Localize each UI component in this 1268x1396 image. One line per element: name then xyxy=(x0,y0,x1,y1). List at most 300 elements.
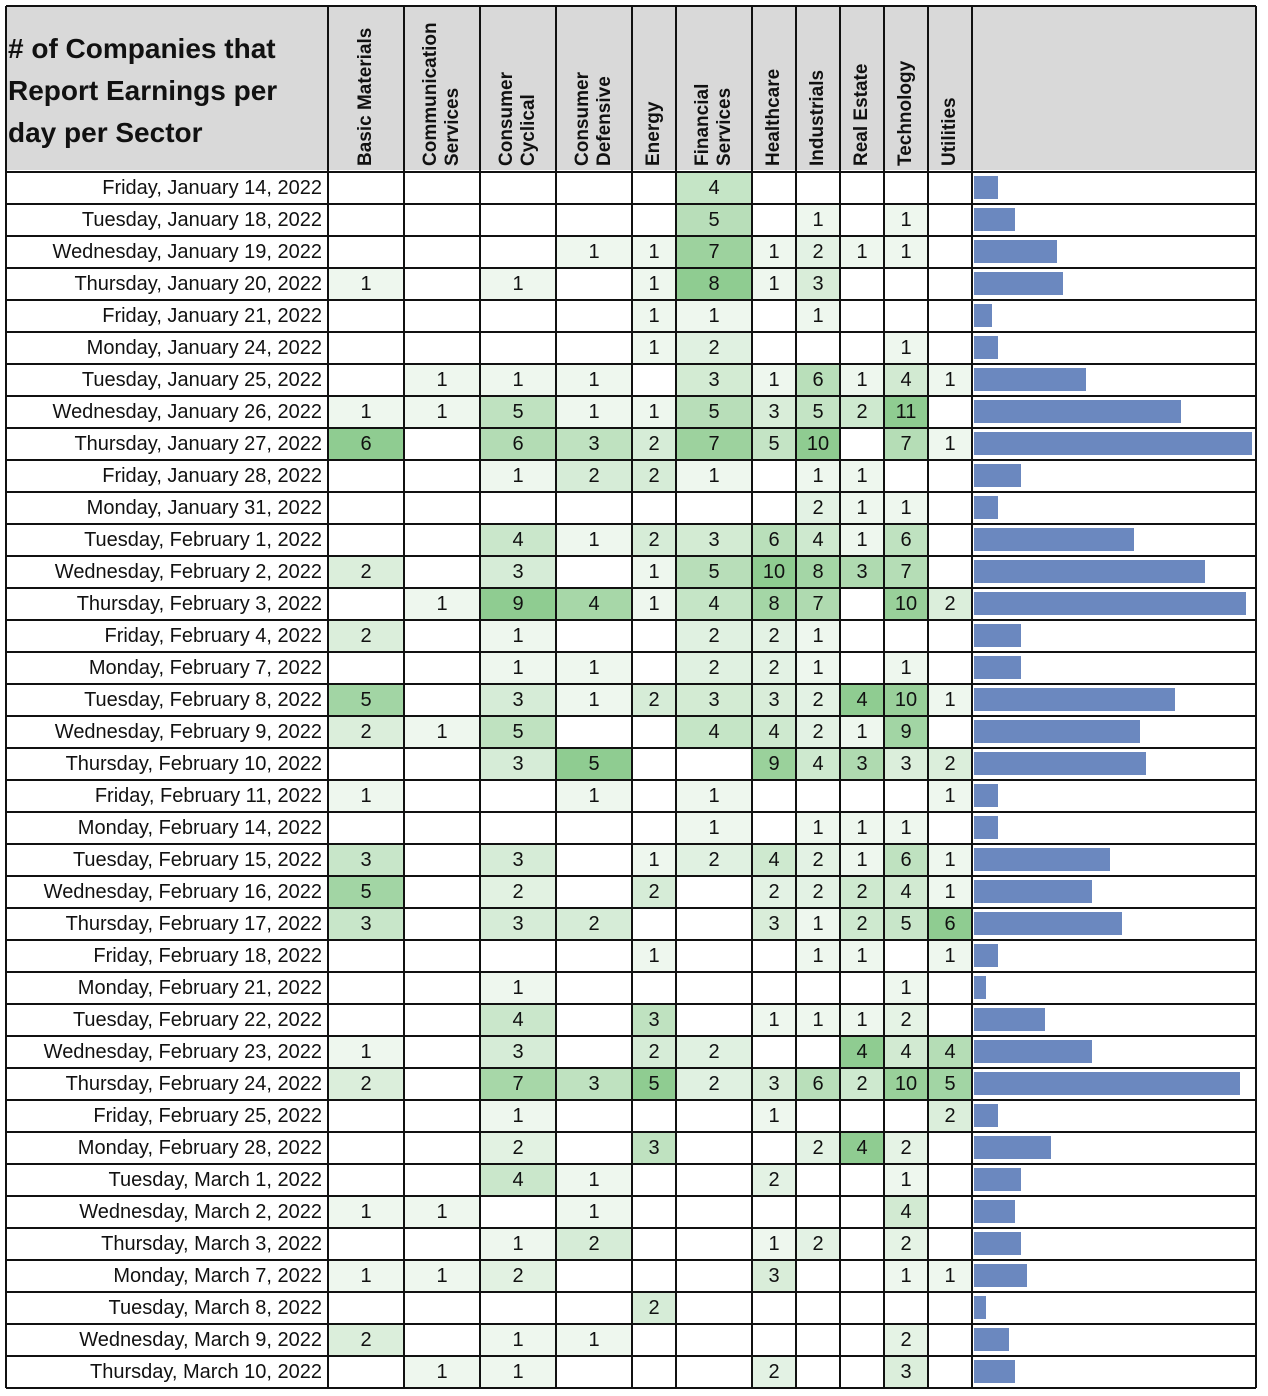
heat-cell: 3 xyxy=(677,685,751,715)
heat-cell xyxy=(797,1101,839,1131)
heat-cell xyxy=(405,749,479,779)
heat-cell xyxy=(677,1101,751,1131)
heat-cell xyxy=(929,333,971,363)
heat-cell xyxy=(753,1293,795,1323)
heat-cell: 3 xyxy=(885,1357,927,1387)
row-date: Monday, January 24, 2022 xyxy=(86,336,322,359)
heat-cell xyxy=(633,1165,675,1195)
grid-hline xyxy=(6,331,1256,333)
heat-cell: 1 xyxy=(841,717,883,747)
heat-cell: 4 xyxy=(841,685,883,715)
heat-cell: 1 xyxy=(753,1229,795,1259)
heat-cell: 7 xyxy=(885,557,927,587)
sector-header-line: Basic Materials xyxy=(355,27,376,166)
heat-cell xyxy=(841,653,883,683)
total-databar xyxy=(974,1168,1021,1191)
grid-hline xyxy=(6,5,1256,7)
heat-cell: 1 xyxy=(885,333,927,363)
heat-cell xyxy=(405,557,479,587)
grid-hline xyxy=(6,1195,1256,1197)
heat-cell: 4 xyxy=(885,1037,927,1067)
row-date: Wednesday, February 16, 2022 xyxy=(43,880,322,903)
heat-cell: 1 xyxy=(329,1197,403,1227)
heat-cell xyxy=(929,1293,971,1323)
heat-cell xyxy=(405,685,479,715)
heat-cell: 1 xyxy=(797,941,839,971)
heat-cell xyxy=(677,1325,751,1355)
heat-cell xyxy=(329,1229,403,1259)
heat-cell: 1 xyxy=(557,1325,631,1355)
total-databar xyxy=(974,432,1252,455)
heat-cell: 1 xyxy=(841,493,883,523)
total-databar xyxy=(974,1264,1027,1287)
heat-cell xyxy=(329,333,403,363)
grid-vline xyxy=(479,6,481,1388)
heat-cell: 9 xyxy=(481,589,555,619)
heat-cell xyxy=(405,429,479,459)
heat-cell: 1 xyxy=(481,621,555,651)
row-date: Friday, February 25, 2022 xyxy=(93,1104,322,1127)
heat-cell: 10 xyxy=(753,557,795,587)
heat-cell xyxy=(677,973,751,1003)
total-databar xyxy=(974,1296,986,1319)
total-databar xyxy=(974,1104,998,1127)
heat-cell: 1 xyxy=(633,301,675,331)
heat-cell: 2 xyxy=(633,1293,675,1323)
heat-cell xyxy=(929,717,971,747)
heat-cell: 8 xyxy=(797,557,839,587)
total-databar xyxy=(974,880,1092,903)
heat-cell xyxy=(753,781,795,811)
heat-cell xyxy=(929,973,971,1003)
heat-cell: 2 xyxy=(633,461,675,491)
row-date: Thursday, March 10, 2022 xyxy=(90,1360,322,1383)
heat-cell xyxy=(929,1325,971,1355)
total-databar xyxy=(974,1136,1051,1159)
heat-cell: 3 xyxy=(797,269,839,299)
heat-cell xyxy=(557,813,631,843)
heat-cell xyxy=(481,205,555,235)
heat-cell xyxy=(557,973,631,1003)
heat-cell xyxy=(329,653,403,683)
heat-cell: 2 xyxy=(885,1229,927,1259)
heat-cell xyxy=(633,1197,675,1227)
heat-cell xyxy=(885,781,927,811)
grid-hline xyxy=(6,171,1256,173)
heat-cell: 4 xyxy=(557,589,631,619)
heat-cell xyxy=(329,205,403,235)
heat-cell: 1 xyxy=(753,1005,795,1035)
heat-cell: 2 xyxy=(481,877,555,907)
grid-hline xyxy=(6,395,1256,397)
heat-cell xyxy=(797,1325,839,1355)
heat-cell xyxy=(329,589,403,619)
heat-cell xyxy=(329,493,403,523)
heat-cell xyxy=(753,333,795,363)
heat-cell: 2 xyxy=(677,333,751,363)
sector-header xyxy=(752,10,796,166)
heat-cell: 1 xyxy=(633,845,675,875)
heat-cell: 3 xyxy=(633,1005,675,1035)
grid-hline xyxy=(6,555,1256,557)
total-databar xyxy=(974,368,1086,391)
row-date: Tuesday, March 1, 2022 xyxy=(108,1168,322,1191)
grid-hline xyxy=(6,939,1256,941)
heat-cell xyxy=(633,1229,675,1259)
heat-cell: 1 xyxy=(557,525,631,555)
heat-cell xyxy=(797,1357,839,1387)
grid-hline xyxy=(6,875,1256,877)
row-date: Thursday, January 20, 2022 xyxy=(74,272,322,295)
heat-cell xyxy=(481,1197,555,1227)
heat-cell xyxy=(841,205,883,235)
grid-hline xyxy=(6,843,1256,845)
heat-cell: 4 xyxy=(841,1037,883,1067)
grid-hline xyxy=(6,1163,1256,1165)
grid-vline xyxy=(675,6,677,1388)
heat-cell: 1 xyxy=(557,653,631,683)
row-date: Thursday, February 3, 2022 xyxy=(76,592,322,615)
heat-cell xyxy=(841,973,883,1003)
heat-cell: 1 xyxy=(677,461,751,491)
heat-cell xyxy=(557,717,631,747)
total-databar xyxy=(974,752,1146,775)
heat-cell xyxy=(677,749,751,779)
heat-cell xyxy=(797,781,839,811)
heat-cell: 2 xyxy=(797,237,839,267)
heat-cell xyxy=(329,941,403,971)
heat-cell xyxy=(633,813,675,843)
heat-cell xyxy=(885,301,927,331)
total-databar xyxy=(974,1328,1009,1351)
heat-cell: 7 xyxy=(797,589,839,619)
heat-cell xyxy=(885,941,927,971)
grid-vline xyxy=(927,6,929,1388)
heat-cell xyxy=(633,653,675,683)
heat-cell xyxy=(557,941,631,971)
heat-cell xyxy=(557,1101,631,1131)
heat-cell: 4 xyxy=(677,717,751,747)
heat-cell: 2 xyxy=(329,717,403,747)
heat-cell xyxy=(557,557,631,587)
heat-cell xyxy=(677,1005,751,1035)
total-databar xyxy=(974,1200,1015,1223)
row-date: Wednesday, January 19, 2022 xyxy=(52,240,322,263)
heat-cell: 2 xyxy=(797,717,839,747)
heat-cell: 5 xyxy=(481,717,555,747)
heat-cell: 3 xyxy=(481,909,555,939)
heat-cell: 3 xyxy=(557,1069,631,1099)
heat-cell: 2 xyxy=(481,1261,555,1291)
heat-cell xyxy=(481,333,555,363)
heat-cell: 3 xyxy=(753,1261,795,1291)
heat-cell xyxy=(929,1229,971,1259)
heat-cell: 1 xyxy=(753,237,795,267)
heat-cell xyxy=(797,173,839,203)
heat-cell: 2 xyxy=(929,749,971,779)
heat-cell: 7 xyxy=(481,1069,555,1099)
heat-cell xyxy=(481,1293,555,1323)
heat-cell: 2 xyxy=(633,525,675,555)
heat-cell: 1 xyxy=(797,301,839,331)
heat-cell xyxy=(885,621,927,651)
heat-cell: 1 xyxy=(797,813,839,843)
heat-cell: 2 xyxy=(797,493,839,523)
heat-cell xyxy=(929,1357,971,1387)
heat-cell: 1 xyxy=(841,941,883,971)
heat-cell: 4 xyxy=(841,1133,883,1163)
heat-cell: 3 xyxy=(481,845,555,875)
sector-header-line: Utilities xyxy=(939,97,960,166)
heat-cell: 5 xyxy=(929,1069,971,1099)
heat-cell xyxy=(885,1293,927,1323)
heat-cell xyxy=(677,941,751,971)
row-date: Friday, January 28, 2022 xyxy=(102,464,322,487)
heat-cell: 9 xyxy=(753,749,795,779)
heat-cell xyxy=(929,205,971,235)
heat-cell xyxy=(677,1133,751,1163)
row-date: Monday, February 28, 2022 xyxy=(77,1136,322,1159)
heat-cell: 2 xyxy=(633,1037,675,1067)
heat-cell xyxy=(633,365,675,395)
grid-hline xyxy=(6,235,1256,237)
heat-cell: 2 xyxy=(677,621,751,651)
heat-cell xyxy=(929,1197,971,1227)
grid-vline xyxy=(631,6,633,1388)
heat-cell: 1 xyxy=(841,525,883,555)
heat-cell: 3 xyxy=(677,525,751,555)
heat-cell: 1 xyxy=(929,365,971,395)
heat-cell: 5 xyxy=(329,877,403,907)
sector-header-line: Defensive xyxy=(594,76,615,166)
heat-cell xyxy=(405,941,479,971)
grid-vline xyxy=(795,6,797,1388)
heat-cell xyxy=(841,589,883,619)
heat-cell xyxy=(405,1005,479,1035)
heat-cell xyxy=(405,525,479,555)
heat-cell xyxy=(929,237,971,267)
heat-cell: 2 xyxy=(885,1325,927,1355)
grid-hline xyxy=(6,683,1256,685)
heat-cell: 1 xyxy=(405,1197,479,1227)
grid-hline xyxy=(6,1259,1256,1261)
heat-cell: 1 xyxy=(797,205,839,235)
heat-cell: 3 xyxy=(753,909,795,939)
heat-cell: 1 xyxy=(841,813,883,843)
heat-cell: 6 xyxy=(797,1069,839,1099)
heat-cell: 2 xyxy=(841,909,883,939)
heat-cell xyxy=(633,621,675,651)
heat-cell xyxy=(885,461,927,491)
heat-cell xyxy=(841,301,883,331)
row-date: Friday, January 14, 2022 xyxy=(102,176,322,199)
grid-hline xyxy=(6,779,1256,781)
heat-cell xyxy=(677,1357,751,1387)
heat-cell xyxy=(841,1261,883,1291)
total-databar xyxy=(974,176,998,199)
heat-cell xyxy=(557,269,631,299)
row-date: Thursday, February 10, 2022 xyxy=(65,752,322,775)
heat-cell: 1 xyxy=(677,301,751,331)
heat-cell: 1 xyxy=(633,237,675,267)
heat-cell: 4 xyxy=(885,877,927,907)
heat-cell: 8 xyxy=(677,269,751,299)
heat-cell: 7 xyxy=(677,237,751,267)
heat-cell: 2 xyxy=(841,397,883,427)
heat-cell: 1 xyxy=(885,1165,927,1195)
heat-cell xyxy=(557,621,631,651)
heat-cell: 1 xyxy=(329,1261,403,1291)
heat-cell: 3 xyxy=(753,1069,795,1099)
grid-hline xyxy=(6,1387,1256,1389)
row-date: Thursday, February 17, 2022 xyxy=(65,912,322,935)
sheet-title: # of Companies that Report Earnings per day per Sector xyxy=(8,33,278,148)
row-date: Monday, January 31, 2022 xyxy=(86,496,322,519)
sector-header-line: Energy xyxy=(643,101,664,166)
heat-cell: 11 xyxy=(885,397,927,427)
grid-hline xyxy=(6,811,1256,813)
grid-hline xyxy=(6,267,1256,269)
heat-cell xyxy=(929,1165,971,1195)
heat-cell xyxy=(753,1037,795,1067)
heat-cell: 1 xyxy=(797,1005,839,1035)
heat-cell: 2 xyxy=(753,621,795,651)
heat-cell: 1 xyxy=(797,909,839,939)
heat-cell: 1 xyxy=(329,781,403,811)
grid-vline xyxy=(555,6,557,1388)
heat-cell xyxy=(329,461,403,491)
heat-cell xyxy=(633,781,675,811)
sector-header-line: Technology xyxy=(895,60,916,166)
grid-hline xyxy=(6,971,1256,973)
heat-cell: 3 xyxy=(329,845,403,875)
total-databar xyxy=(974,304,992,327)
heat-cell: 1 xyxy=(841,237,883,267)
heat-cell: 2 xyxy=(753,877,795,907)
total-databar xyxy=(974,464,1021,487)
sector-header xyxy=(556,10,632,166)
heat-cell xyxy=(929,1133,971,1163)
heat-cell: 1 xyxy=(405,1261,479,1291)
heat-cell xyxy=(677,1229,751,1259)
sector-header-line: Real Estate xyxy=(851,63,872,166)
heat-cell: 4 xyxy=(753,845,795,875)
heat-cell xyxy=(329,973,403,1003)
sector-header-line: Cyclical xyxy=(518,94,539,166)
row-date: Friday, February 18, 2022 xyxy=(93,944,322,967)
heat-cell: 1 xyxy=(753,365,795,395)
total-databar xyxy=(974,592,1246,615)
total-databar xyxy=(974,560,1205,583)
heat-cell: 1 xyxy=(557,365,631,395)
heat-cell: 8 xyxy=(753,589,795,619)
heat-cell: 7 xyxy=(885,429,927,459)
heat-cell: 2 xyxy=(557,461,631,491)
grid-hline xyxy=(6,523,1256,525)
heat-cell xyxy=(633,205,675,235)
sector-header xyxy=(840,10,884,166)
heat-cell xyxy=(753,1197,795,1227)
row-date: Friday, January 21, 2022 xyxy=(102,304,322,327)
heat-cell xyxy=(841,1293,883,1323)
heat-cell xyxy=(841,621,883,651)
heat-cell xyxy=(841,1357,883,1387)
row-date: Wednesday, February 9, 2022 xyxy=(54,720,322,743)
heat-cell xyxy=(841,1101,883,1131)
heat-cell: 1 xyxy=(885,1261,927,1291)
grid-hline xyxy=(6,491,1256,493)
heat-cell: 3 xyxy=(753,685,795,715)
heat-cell: 1 xyxy=(557,397,631,427)
heat-cell: 1 xyxy=(885,205,927,235)
row-date: Tuesday, January 25, 2022 xyxy=(81,368,322,391)
heat-cell: 1 xyxy=(753,1101,795,1131)
heat-cell xyxy=(557,1133,631,1163)
total-databar xyxy=(974,944,998,967)
heat-cell: 5 xyxy=(885,909,927,939)
heat-cell: 1 xyxy=(885,813,927,843)
heat-cell xyxy=(633,973,675,1003)
sector-header xyxy=(796,10,840,166)
heat-cell xyxy=(929,493,971,523)
heat-cell xyxy=(677,1293,751,1323)
heat-cell: 9 xyxy=(885,717,927,747)
heat-cell xyxy=(557,1357,631,1387)
heat-cell xyxy=(753,941,795,971)
sector-header-line: Communication xyxy=(420,22,441,166)
heat-cell xyxy=(481,781,555,811)
row-date: Monday, March 7, 2022 xyxy=(113,1264,322,1287)
heat-cell: 1 xyxy=(677,813,751,843)
heat-cell: 1 xyxy=(557,685,631,715)
heat-cell xyxy=(841,781,883,811)
total-databar xyxy=(974,496,998,519)
row-date: Wednesday, February 2, 2022 xyxy=(54,560,322,583)
heat-cell: 2 xyxy=(885,1005,927,1035)
total-databar xyxy=(974,1232,1021,1255)
heat-cell xyxy=(841,429,883,459)
heat-cell: 1 xyxy=(557,1197,631,1227)
heat-cell: 2 xyxy=(677,845,751,875)
sector-header-line: Financial xyxy=(692,83,713,166)
heat-cell: 5 xyxy=(797,397,839,427)
grid-vline xyxy=(403,6,405,1388)
heat-cell: 2 xyxy=(929,1101,971,1131)
heat-cell: 5 xyxy=(481,397,555,427)
heat-cell xyxy=(405,1037,479,1067)
total-databar xyxy=(974,240,1057,263)
sector-header xyxy=(884,10,928,166)
grid-hline xyxy=(6,715,1256,717)
heat-cell xyxy=(633,717,675,747)
row-date: Tuesday, February 8, 2022 xyxy=(84,688,322,711)
heat-cell: 1 xyxy=(841,365,883,395)
heat-cell xyxy=(481,941,555,971)
heat-cell: 2 xyxy=(329,621,403,651)
heat-cell: 2 xyxy=(677,1069,751,1099)
heat-cell xyxy=(557,845,631,875)
heat-cell: 1 xyxy=(329,1037,403,1067)
heat-cell: 2 xyxy=(633,429,675,459)
heat-cell xyxy=(753,301,795,331)
heat-cell: 3 xyxy=(633,1133,675,1163)
grid-vline xyxy=(327,6,329,1388)
heat-cell: 1 xyxy=(405,397,479,427)
heat-cell xyxy=(405,237,479,267)
heat-cell xyxy=(481,813,555,843)
heat-cell xyxy=(677,909,751,939)
heat-cell xyxy=(481,237,555,267)
